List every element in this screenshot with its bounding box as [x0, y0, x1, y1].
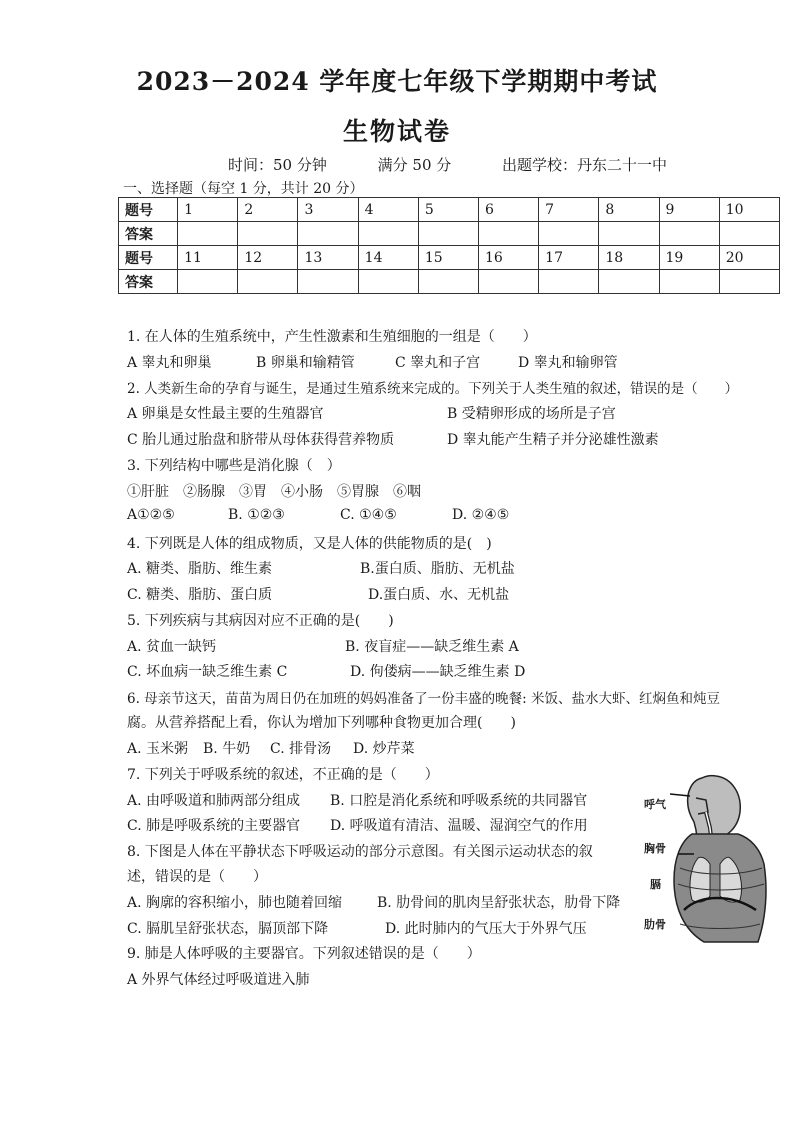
question-number: 6: [479, 198, 539, 222]
section-title: 一、选择题（每空 1 分，共计 20 分）: [123, 181, 364, 197]
question-number: 7: [539, 198, 599, 222]
question-3-stem: 3. 下列结构中哪些是消化腺（ ）: [127, 458, 341, 474]
question-number: 10: [719, 198, 779, 222]
row-label: 答案: [119, 222, 178, 246]
row-label: 题号: [119, 198, 178, 222]
question-7-stem: 7. 下列关于呼吸系统的叙述，不正确的是（ ）: [127, 767, 439, 783]
table-row: [119, 246, 780, 270]
exam-title: 2023－2024 学年度七年级下学期期中考试: [136, 67, 658, 96]
answer-cell[interactable]: [599, 270, 659, 294]
answer-cell[interactable]: [178, 270, 238, 294]
table-row: [119, 270, 780, 294]
question-1-option-d: D 睾丸和输卵管: [518, 355, 618, 371]
exam-subtitle: 生物试卷: [342, 117, 451, 146]
question-7-option-b: B. 口腔是消化系统和呼吸系统的共同器官: [330, 793, 588, 809]
question-number: 20: [719, 246, 779, 270]
question-3-option-a: A①②⑤: [127, 507, 175, 523]
question-6-option-b: B. 牛奶: [203, 741, 251, 757]
exam-time: 时间：50 分钟: [228, 156, 327, 174]
answer-cell[interactable]: [539, 270, 599, 294]
question-2-option-a: A 卵巢是女性最主要的生殖器官: [127, 406, 324, 422]
question-4-option-d: D.蛋白质、水、无机盐: [368, 587, 510, 603]
answer-cell[interactable]: [298, 222, 358, 246]
question-number: 2: [238, 198, 298, 222]
question-number: 4: [358, 198, 418, 222]
question-9-option-a: A 外界气体经过呼吸道进入肺: [127, 972, 310, 988]
question-7-option-d: D. 呼吸道有清洁、温暖、湿润空气的作用: [330, 818, 588, 834]
question-8-option-c: C. 膈肌呈舒张状态，膈顶部下降: [127, 921, 329, 937]
question-6-option-c: C. 排骨汤: [270, 741, 332, 757]
question-number: 13: [298, 246, 358, 270]
answer-cell[interactable]: [479, 270, 539, 294]
answer-cell[interactable]: [358, 270, 418, 294]
question-5-option-b: B. 夜盲症——缺乏维生素 A: [345, 639, 519, 655]
row-label: 答案: [119, 270, 178, 294]
question-number: 8: [599, 198, 659, 222]
question-4-stem: 4. 下列既是人体的组成物质，又是人体的供能物质的是( ): [127, 536, 492, 552]
question-5-stem: 5. 下列疾病与其病因对应不正确的是( ): [127, 613, 394, 629]
question-3-option-c: C. ①④⑤: [340, 507, 397, 523]
question-3-items: ①肝脏 ②肠腺 ③胃 ④小肠 ⑤胃腺 ⑥咽: [127, 484, 421, 500]
question-1-option-a: A 睾丸和卵巢: [127, 355, 212, 371]
exam-score: 满分 50 分: [377, 156, 452, 174]
question-5-option-a: A. 贫血一缺钙: [127, 639, 217, 655]
question-1-option-c: C 睾丸和子宫: [395, 355, 481, 371]
label-rib: 肋骨: [644, 918, 666, 931]
answer-cell[interactable]: [659, 270, 719, 294]
question-2-option-d: D 睾丸能产生精子并分泌雄性激素: [447, 432, 659, 448]
answer-cell[interactable]: [238, 270, 298, 294]
answer-cell[interactable]: [358, 222, 418, 246]
answer-table: [118, 197, 780, 294]
question-6-option-d: D. 炒芹菜: [353, 741, 415, 757]
breathing-diagram: [640, 768, 780, 948]
question-8-stem-cont: 述，错误的是（ ）: [127, 869, 267, 885]
question-number: 19: [659, 246, 719, 270]
answer-cell[interactable]: [479, 222, 539, 246]
question-number: 1: [178, 198, 238, 222]
question-number: 18: [599, 246, 659, 270]
question-number: 9: [659, 198, 719, 222]
exam-school: 出题学校：丹东二十一中: [502, 156, 668, 174]
question-2-option-c: C 胎儿通过胎盘和脐带从母体获得营养物质: [127, 432, 395, 448]
question-6-stem-cont: 腐。从营养搭配上看，你认为增加下列哪种食物更加合理( ): [127, 715, 516, 731]
question-3-option-b: B. ①②③: [228, 507, 285, 523]
question-number: 14: [358, 246, 418, 270]
question-8-option-a: A. 胸廓的容积缩小，肺也随着回缩: [127, 895, 343, 911]
label-exhale: 呼气: [644, 798, 666, 811]
question-4-option-b: B.蛋白质、脂肪、无机盐: [360, 561, 515, 577]
answer-cell[interactable]: [539, 222, 599, 246]
answer-cell[interactable]: [719, 222, 779, 246]
question-6-option-a: A. 玉米粥: [127, 741, 189, 757]
answer-cell[interactable]: [719, 270, 779, 294]
answer-cell[interactable]: [298, 270, 358, 294]
question-number: 17: [539, 246, 599, 270]
label-sternum: 胸骨: [644, 842, 666, 855]
table-row: [119, 222, 780, 246]
question-9-stem: 9. 肺是人体呼吸的主要器官。下列叙述错误的是（ ）: [127, 946, 481, 962]
question-number: 16: [479, 246, 539, 270]
table-row: [119, 198, 780, 222]
question-7-option-c: C. 肺是呼吸系统的主要器官: [127, 818, 301, 834]
question-2-option-b: B 受精卵形成的场所是子宫: [447, 406, 616, 422]
question-number: 5: [418, 198, 478, 222]
question-number: 15: [418, 246, 478, 270]
question-5-option-d: D. 佝偻病——缺乏维生素 D: [350, 664, 526, 680]
answer-cell[interactable]: [178, 222, 238, 246]
answer-cell[interactable]: [599, 222, 659, 246]
question-1-stem: 1. 在人体的生殖系统中，产生性激素和生殖细胞的一组是（ ）: [127, 329, 537, 345]
row-label: 题号: [119, 246, 178, 270]
question-number: 3: [298, 198, 358, 222]
question-7-option-a: A. 由呼吸道和肺两部分组成: [127, 793, 301, 809]
question-number: 12: [238, 246, 298, 270]
exam-info: [228, 154, 713, 175]
question-6-stem: 6. 母亲节这天，苗苗为周日仍在加班的妈妈准备了一份丰盛的晚餐: 米饭、盐水大虾、红焖鱼和炖豆: [127, 691, 721, 707]
question-8-stem: 8. 下图是人体在平静状态下呼吸运动的部分示意图。有关图示运动状态的叙: [127, 844, 593, 860]
question-8-option-d: D. 此时肺内的气压大于外界气压: [385, 921, 587, 937]
question-2-stem: 2. 人类新生命的孕育与诞生，是通过生殖系统来完成的。下列关于人类生殖的叙述，错误的是（ ）: [127, 381, 739, 397]
answer-cell[interactable]: [418, 270, 478, 294]
answer-cell[interactable]: [659, 222, 719, 246]
answer-cell[interactable]: [418, 222, 478, 246]
question-3-option-d: D. ②④⑤: [452, 507, 510, 523]
question-1-option-b: B 卵巢和输精管: [256, 355, 355, 371]
question-8-option-b: B. 肋骨间的肌肉呈舒张状态，肋骨下降: [377, 895, 621, 911]
question-5-option-c: C. 坏血病一缺乏维生素 C: [127, 664, 288, 680]
question-4-option-c: C. 糖类、脂肪、蛋白质: [127, 587, 273, 603]
question-number: 11: [178, 246, 238, 270]
label-diaphragm: 膈: [650, 878, 661, 891]
question-4-option-a: A. 糖类、脂肪、维生素: [127, 561, 273, 577]
answer-cell[interactable]: [238, 222, 298, 246]
